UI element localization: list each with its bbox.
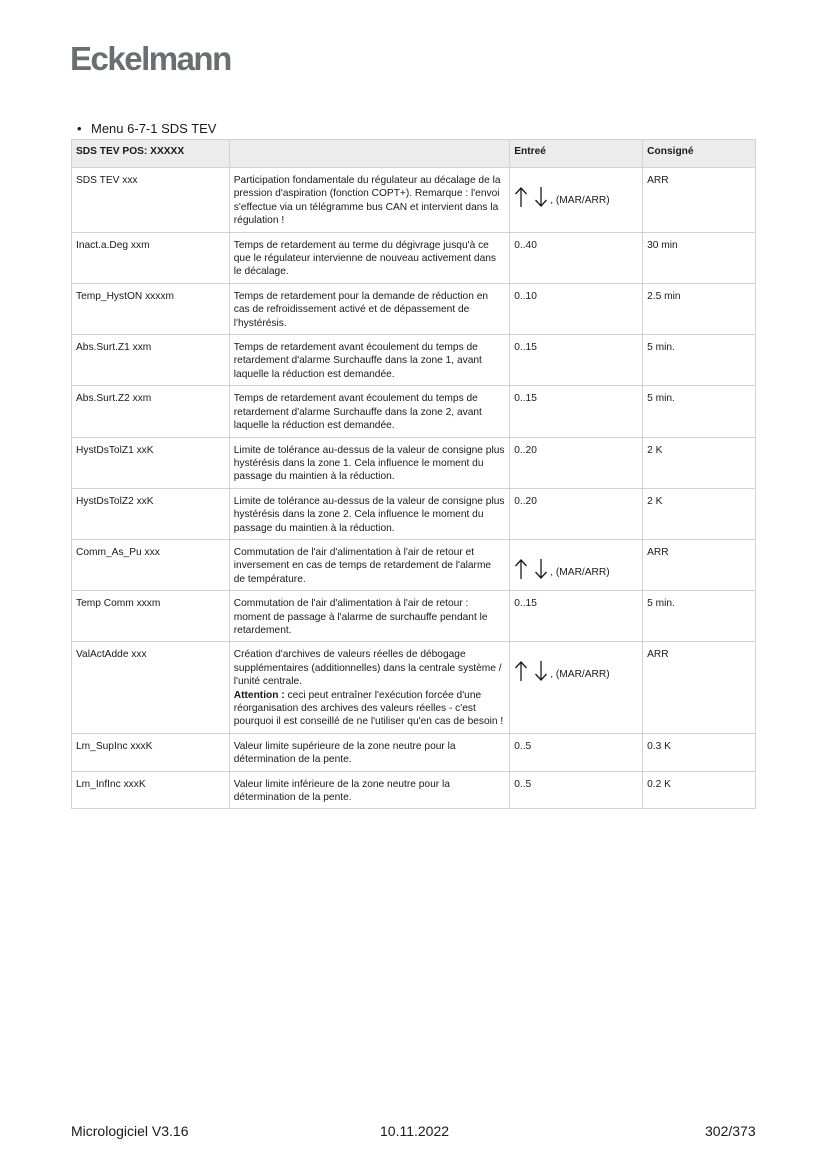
parameter-description: Limite de tolérance au-dessus de la valeur de consigne plus hystérésis dans la zone 1. Cela influence le moment du passage du maintien à la réduction. — [229, 437, 509, 488]
column-header-description — [229, 140, 509, 168]
column-header-default: Consigné — [643, 140, 756, 168]
parameter-input-range: 0..20 — [510, 437, 643, 488]
column-header-input: Entreé — [510, 140, 643, 168]
bullet-icon: • — [77, 121, 82, 136]
parameter-name: Lm_SupInc xxxK — [72, 733, 230, 771]
table-row — [72, 335, 756, 386]
parameter-description: Temps de retardement pour la demande de réduction en cas de refroidissement activé et de dépassement de l'hystérésis. — [229, 283, 509, 334]
arrow-up-icon — [514, 186, 528, 208]
toggle-input-arrows — [514, 546, 638, 580]
parameter-name: Abs.Surt.Z1 xxm — [72, 335, 230, 386]
parameter-default-value: 5 min. — [643, 591, 756, 642]
table-row — [72, 591, 756, 642]
brand-logo: Eckelmann — [70, 40, 231, 77]
table-row — [72, 437, 756, 488]
parameter-input-range — [510, 539, 643, 590]
parameter-description: Valeur limite supérieure de la zone neutre pour la détermination de la pente. — [229, 733, 509, 771]
table-row — [72, 771, 756, 809]
toggle-input-arrows — [514, 174, 638, 208]
parameter-name: Inact.a.Deg xxm — [72, 232, 230, 283]
description-warning-text: ceci peut entraîner l'exécution forcée d'une réorganisation des archives des valeurs réelles - c'est pourquoi il est conseillé de ne l'utiliser qu'en cas de besoin ! — [233, 689, 504, 728]
parameter-default-value: ARR — [643, 642, 756, 733]
parameter-input-range: 0..40 — [510, 232, 643, 283]
parameter-input-range — [510, 168, 643, 233]
parameter-name: Lm_InfInc xxxK — [72, 771, 230, 809]
parameter-name: ValActAdde xxx — [72, 642, 230, 733]
parameter-default-value: 0.3 K — [643, 733, 756, 771]
table-row — [72, 386, 756, 437]
input-options-text: , (MAR/ARR) — [550, 194, 610, 206]
table-row — [72, 232, 756, 283]
parameter-input-range — [510, 642, 643, 733]
arrow-down-icon — [534, 558, 548, 580]
parameter-input-range: 0..15 — [510, 335, 643, 386]
parameter-name: HystDsTolZ1 xxK — [72, 437, 230, 488]
parameter-table — [71, 139, 756, 809]
description-text: Création d'archives de valeurs réelles de débogage supplémentaires (additionnelles) dans la centrale système / l'unité centrale. — [233, 649, 502, 688]
parameter-input-range: 0..20 — [510, 488, 643, 539]
parameter-description: Temps de retardement avant écoulement du temps de retardement d'alarme Surchauffe dans la zone 2, avant laquelle la réduction est demandée. — [229, 386, 509, 437]
table-body — [72, 168, 756, 809]
arrow-down-icon — [534, 186, 548, 208]
parameter-description: Commutation de l'air d'alimentation à l'air de retour : moment de passage à l'alarme de surchauffe pendant le retardement. — [229, 591, 509, 642]
parameter-default-value: ARR — [643, 539, 756, 590]
parameter-input-range: 0..15 — [510, 591, 643, 642]
parameter-input-range: 0..5 — [510, 771, 643, 809]
table-header-row — [72, 140, 756, 168]
footer-firmware-version: Micrologiciel V3.16 — [71, 1123, 189, 1139]
table-row — [72, 733, 756, 771]
menu-title-item — [77, 121, 216, 136]
parameter-default-value: 2 K — [643, 488, 756, 539]
table-row — [72, 283, 756, 334]
table-row — [72, 168, 756, 233]
parameter-input-range: 0..15 — [510, 386, 643, 437]
parameter-description: Temps de retardement au terme du dégivrage jusqu'à ce que le régulateur intervienne de nouveau activement dans le décalage. — [229, 232, 509, 283]
parameter-input-range: 0..10 — [510, 283, 643, 334]
parameter-description: Temps de retardement avant écoulement du temps de retardement d'alarme Surchauffe dans la zone 1, avant laquelle la réduction est demandée. — [229, 335, 509, 386]
parameter-name: Abs.Surt.Z2 xxm — [72, 386, 230, 437]
parameter-name: HystDsTolZ2 xxK — [72, 488, 230, 539]
parameter-name: Temp Comm xxxm — [72, 591, 230, 642]
table-row — [72, 488, 756, 539]
parameter-default-value: ARR — [643, 168, 756, 233]
table-row — [72, 642, 756, 733]
parameter-description: Valeur limite inférieure de la zone neutre pour la détermination de la pente. — [229, 771, 509, 809]
menu-title-text: Menu 6-7-1 SDS TEV — [91, 121, 217, 136]
arrow-up-icon — [514, 558, 528, 580]
parameter-name: SDS TEV xxx — [72, 168, 230, 233]
parameter-description: Limite de tolérance au-dessus de la valeur de consigne plus hystérésis dans la zone 2. Cela influence le moment du passage du maintien à la réduction. — [229, 488, 509, 539]
footer-date: 10.11.2022 — [380, 1123, 450, 1139]
description-warning-label: Attention : — [233, 689, 285, 701]
parameter-default-value: 2.5 min — [643, 283, 756, 334]
parameter-input-range: 0..5 — [510, 733, 643, 771]
parameter-default-value: 0.2 K — [643, 771, 756, 809]
parameter-default-value: 5 min. — [643, 335, 756, 386]
parameter-description: Participation fondamentale du régulateur au décalage de la pression d'aspiration (fonction COPT+). Remarque : l'envoi s'effectue via un télégramme bus CAN et intervient dans la régulation ! — [229, 168, 509, 233]
arrow-down-icon — [534, 660, 548, 682]
parameter-default-value: 5 min. — [643, 386, 756, 437]
parameter-description: Commutation de l'air d'alimentation à l'air de retour et inversement en cas de temps de retardement de l'alarme de température. — [229, 539, 509, 590]
arrow-up-icon — [514, 660, 528, 682]
parameter-default-value: 30 min — [643, 232, 756, 283]
parameter-description — [229, 642, 509, 733]
table-row — [72, 539, 756, 590]
footer-page-number: 302/373 — [705, 1123, 756, 1139]
parameter-name: Temp_HystON xxxxm — [72, 283, 230, 334]
toggle-input-arrows — [514, 648, 638, 682]
input-options-text: , (MAR/ARR) — [550, 566, 610, 578]
parameter-name: Comm_As_Pu xxx — [72, 539, 230, 590]
column-header-position: SDS TEV POS: XXXXX — [72, 140, 230, 168]
parameter-default-value: 2 K — [643, 437, 756, 488]
input-options-text: , (MAR/ARR) — [550, 668, 610, 680]
